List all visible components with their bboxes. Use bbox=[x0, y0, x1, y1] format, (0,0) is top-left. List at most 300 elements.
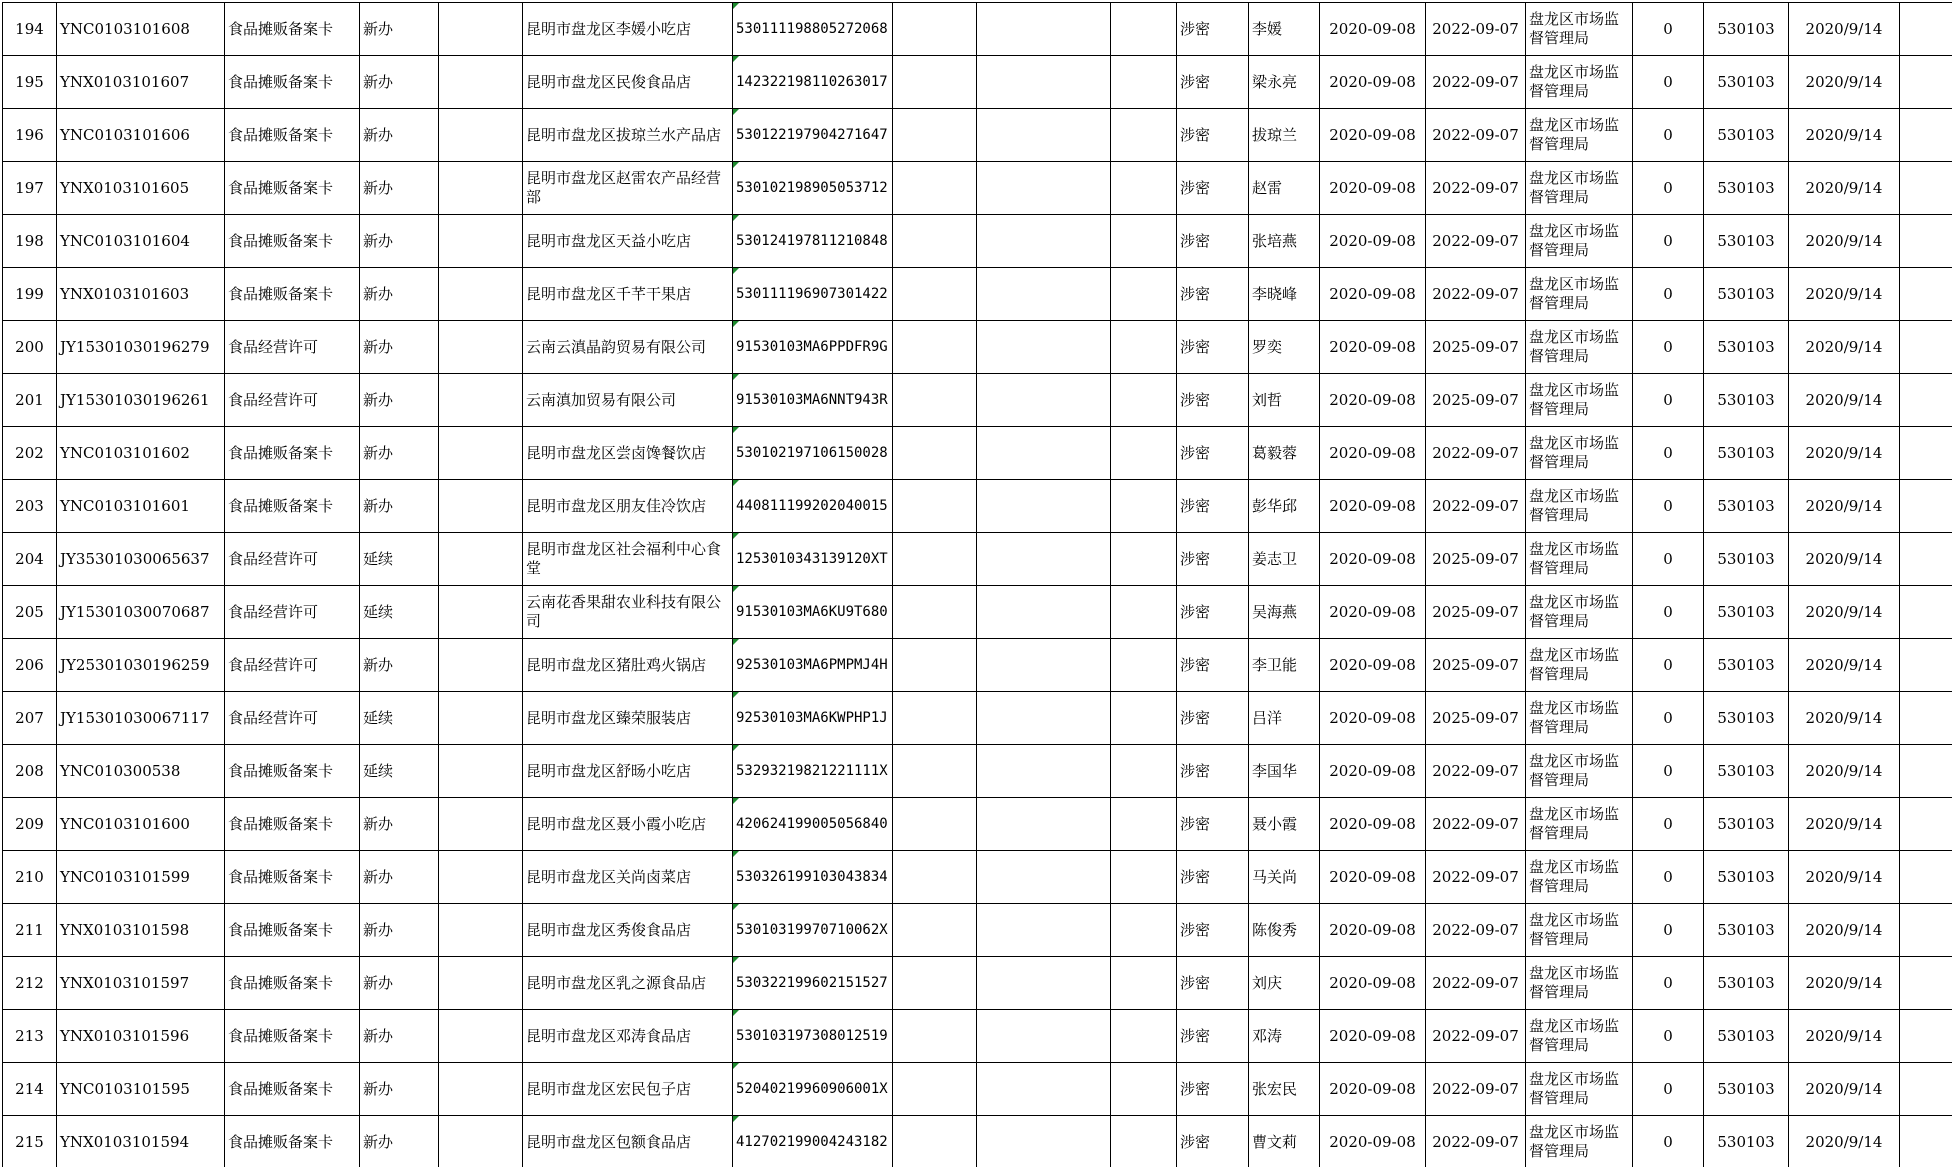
cell-blank[interactable] bbox=[893, 1063, 977, 1116]
cell-legal-person[interactable]: 张宏民 bbox=[1249, 1063, 1320, 1116]
cell-legal-person[interactable]: 吴海燕 bbox=[1249, 586, 1320, 639]
cell-authority[interactable]: 盘龙区市场监督管理局 bbox=[1526, 533, 1633, 586]
cell-area-code[interactable]: 530103 bbox=[1704, 692, 1789, 745]
cell-legal-person[interactable]: 彭华邱 bbox=[1249, 480, 1320, 533]
cell-credit-code[interactable]: 530122197904271647 bbox=[733, 109, 893, 162]
cell-legal-person[interactable]: 拔琼兰 bbox=[1249, 109, 1320, 162]
cell-seq[interactable]: 201 bbox=[3, 374, 57, 427]
cell-blank[interactable] bbox=[1900, 427, 1953, 480]
cell-blank[interactable] bbox=[977, 215, 1111, 268]
cell-expire-date[interactable]: 2022-09-07 bbox=[1426, 162, 1526, 215]
cell-blank[interactable] bbox=[1900, 321, 1953, 374]
cell-legal-person[interactable]: 马关尚 bbox=[1249, 851, 1320, 904]
cell-license-type[interactable]: 食品经营许可 bbox=[225, 321, 360, 374]
cell-blank[interactable] bbox=[439, 1010, 523, 1063]
cell-blank[interactable] bbox=[439, 957, 523, 1010]
cell-area-code[interactable]: 530103 bbox=[1704, 851, 1789, 904]
cell-expire-date[interactable]: 2022-09-07 bbox=[1426, 1010, 1526, 1063]
cell-license-no[interactable]: JY15301030196261 bbox=[57, 374, 225, 427]
cell-blank[interactable] bbox=[1111, 321, 1177, 374]
cell-blank[interactable] bbox=[1111, 109, 1177, 162]
cell-license-no[interactable]: YNX0103101598 bbox=[57, 904, 225, 957]
cell-update-date[interactable]: 2020/9/14 bbox=[1789, 268, 1900, 321]
cell-update-date[interactable]: 2020/9/14 bbox=[1789, 533, 1900, 586]
cell-secret-flag[interactable]: 涉密 bbox=[1177, 639, 1249, 692]
cell-seq[interactable]: 203 bbox=[3, 480, 57, 533]
cell-blank[interactable] bbox=[977, 427, 1111, 480]
cell-seq[interactable]: 205 bbox=[3, 586, 57, 639]
cell-blank[interactable] bbox=[439, 215, 523, 268]
cell-secret-flag[interactable]: 涉密 bbox=[1177, 374, 1249, 427]
cell-update-date[interactable]: 2020/9/14 bbox=[1789, 321, 1900, 374]
cell-secret-flag[interactable]: 涉密 bbox=[1177, 162, 1249, 215]
cell-secret-flag[interactable]: 涉密 bbox=[1177, 798, 1249, 851]
cell-credit-code[interactable]: 91530103MA6PPDFR9G bbox=[733, 321, 893, 374]
cell-area-code[interactable]: 530103 bbox=[1704, 56, 1789, 109]
cell-legal-person[interactable]: 李晓峰 bbox=[1249, 268, 1320, 321]
cell-blank[interactable] bbox=[439, 586, 523, 639]
cell-authority[interactable]: 盘龙区市场监督管理局 bbox=[1526, 745, 1633, 798]
cell-business-name[interactable]: 昆明市盘龙区包额食品店 bbox=[523, 1116, 733, 1168]
cell-action[interactable]: 新办 bbox=[360, 321, 439, 374]
cell-update-date[interactable]: 2020/9/14 bbox=[1789, 427, 1900, 480]
cell-blank[interactable] bbox=[1111, 215, 1177, 268]
cell-blank[interactable] bbox=[439, 321, 523, 374]
cell-blank[interactable] bbox=[977, 798, 1111, 851]
cell-credit-code[interactable]: 53010319970710062X bbox=[733, 904, 893, 957]
cell-legal-person[interactable]: 李媛 bbox=[1249, 3, 1320, 56]
cell-license-no[interactable]: YNC0103101599 bbox=[57, 851, 225, 904]
cell-status[interactable]: 0 bbox=[1633, 268, 1704, 321]
cell-license-no[interactable]: YNC0103101595 bbox=[57, 1063, 225, 1116]
cell-expire-date[interactable]: 2025-09-07 bbox=[1426, 321, 1526, 374]
cell-expire-date[interactable]: 2022-09-07 bbox=[1426, 215, 1526, 268]
cell-expire-date[interactable]: 2022-09-07 bbox=[1426, 268, 1526, 321]
cell-blank[interactable] bbox=[977, 639, 1111, 692]
cell-license-type[interactable]: 食品摊贩备案卡 bbox=[225, 851, 360, 904]
cell-legal-person[interactable]: 刘庆 bbox=[1249, 957, 1320, 1010]
cell-area-code[interactable]: 530103 bbox=[1704, 109, 1789, 162]
cell-expire-date[interactable]: 2022-09-07 bbox=[1426, 427, 1526, 480]
cell-blank[interactable] bbox=[439, 1116, 523, 1168]
cell-status[interactable]: 0 bbox=[1633, 1116, 1704, 1168]
cell-blank[interactable] bbox=[1111, 480, 1177, 533]
cell-action[interactable]: 新办 bbox=[360, 957, 439, 1010]
cell-authority[interactable]: 盘龙区市场监督管理局 bbox=[1526, 1116, 1633, 1168]
cell-legal-person[interactable]: 李卫能 bbox=[1249, 639, 1320, 692]
cell-blank[interactable] bbox=[893, 374, 977, 427]
cell-business-name[interactable]: 昆明市盘龙区尝卤馋餐饮店 bbox=[523, 427, 733, 480]
cell-credit-code[interactable]: 440811199202040015 bbox=[733, 480, 893, 533]
cell-seq[interactable]: 215 bbox=[3, 1116, 57, 1168]
cell-blank[interactable] bbox=[1900, 533, 1953, 586]
cell-license-type[interactable]: 食品摊贩备案卡 bbox=[225, 480, 360, 533]
cell-business-name[interactable]: 昆明市盘龙区拔琼兰水产品店 bbox=[523, 109, 733, 162]
cell-action[interactable]: 新办 bbox=[360, 374, 439, 427]
cell-authority[interactable]: 盘龙区市场监督管理局 bbox=[1526, 162, 1633, 215]
cell-blank[interactable] bbox=[1900, 1010, 1953, 1063]
cell-business-name[interactable]: 昆明市盘龙区舒旸小吃店 bbox=[523, 745, 733, 798]
cell-blank[interactable] bbox=[1900, 692, 1953, 745]
cell-blank[interactable] bbox=[439, 1063, 523, 1116]
cell-license-no[interactable]: JY25301030196259 bbox=[57, 639, 225, 692]
cell-blank[interactable] bbox=[977, 268, 1111, 321]
cell-blank[interactable] bbox=[893, 639, 977, 692]
cell-blank[interactable] bbox=[1900, 56, 1953, 109]
cell-blank[interactable] bbox=[1111, 3, 1177, 56]
cell-expire-date[interactable]: 2022-09-07 bbox=[1426, 56, 1526, 109]
cell-action[interactable]: 新办 bbox=[360, 3, 439, 56]
cell-blank[interactable] bbox=[439, 745, 523, 798]
cell-legal-person[interactable]: 刘哲 bbox=[1249, 374, 1320, 427]
cell-authority[interactable]: 盘龙区市场监督管理局 bbox=[1526, 798, 1633, 851]
cell-update-date[interactable]: 2020/9/14 bbox=[1789, 745, 1900, 798]
cell-authority[interactable]: 盘龙区市场监督管理局 bbox=[1526, 1010, 1633, 1063]
cell-blank[interactable] bbox=[439, 851, 523, 904]
cell-action[interactable]: 新办 bbox=[360, 480, 439, 533]
cell-blank[interactable] bbox=[439, 533, 523, 586]
cell-blank[interactable] bbox=[893, 427, 977, 480]
cell-legal-person[interactable]: 李国华 bbox=[1249, 745, 1320, 798]
cell-legal-person[interactable]: 邓涛 bbox=[1249, 1010, 1320, 1063]
cell-seq[interactable]: 212 bbox=[3, 957, 57, 1010]
cell-blank[interactable] bbox=[1111, 851, 1177, 904]
cell-blank[interactable] bbox=[977, 1116, 1111, 1168]
cell-area-code[interactable]: 530103 bbox=[1704, 586, 1789, 639]
cell-blank[interactable] bbox=[439, 904, 523, 957]
cell-area-code[interactable]: 530103 bbox=[1704, 162, 1789, 215]
cell-blank[interactable] bbox=[1111, 957, 1177, 1010]
cell-license-no[interactable]: YNC0103101604 bbox=[57, 215, 225, 268]
cell-blank[interactable] bbox=[1111, 586, 1177, 639]
cell-area-code[interactable]: 530103 bbox=[1704, 957, 1789, 1010]
cell-area-code[interactable]: 530103 bbox=[1704, 533, 1789, 586]
cell-credit-code[interactable]: 530124197811210848 bbox=[733, 215, 893, 268]
cell-blank[interactable] bbox=[977, 745, 1111, 798]
cell-license-type[interactable]: 食品摊贩备案卡 bbox=[225, 215, 360, 268]
cell-credit-code[interactable]: 92530103MA6PMPMJ4H bbox=[733, 639, 893, 692]
cell-expire-date[interactable]: 2022-09-07 bbox=[1426, 957, 1526, 1010]
cell-seq[interactable]: 200 bbox=[3, 321, 57, 374]
cell-expire-date[interactable]: 2025-09-07 bbox=[1426, 586, 1526, 639]
cell-blank[interactable] bbox=[1111, 904, 1177, 957]
cell-action[interactable]: 新办 bbox=[360, 904, 439, 957]
cell-license-type[interactable]: 食品摊贩备案卡 bbox=[225, 1010, 360, 1063]
cell-business-name[interactable]: 云南花香果甜农业科技有限公司 bbox=[523, 586, 733, 639]
cell-business-name[interactable]: 昆明市盘龙区李媛小吃店 bbox=[523, 3, 733, 56]
cell-license-no[interactable]: YNC0103101601 bbox=[57, 480, 225, 533]
cell-authority[interactable]: 盘龙区市场监督管理局 bbox=[1526, 692, 1633, 745]
cell-status[interactable]: 0 bbox=[1633, 374, 1704, 427]
cell-status[interactable]: 0 bbox=[1633, 56, 1704, 109]
cell-area-code[interactable]: 530103 bbox=[1704, 268, 1789, 321]
cell-expire-date[interactable]: 2025-09-07 bbox=[1426, 533, 1526, 586]
cell-blank[interactable] bbox=[439, 56, 523, 109]
cell-expire-date[interactable]: 2025-09-07 bbox=[1426, 639, 1526, 692]
cell-license-type[interactable]: 食品经营许可 bbox=[225, 586, 360, 639]
cell-issue-date[interactable]: 2020-09-08 bbox=[1320, 639, 1426, 692]
cell-blank[interactable] bbox=[893, 109, 977, 162]
cell-seq[interactable]: 204 bbox=[3, 533, 57, 586]
cell-expire-date[interactable]: 2022-09-07 bbox=[1426, 3, 1526, 56]
cell-blank[interactable] bbox=[1900, 904, 1953, 957]
cell-business-name[interactable]: 云南云滇晶韵贸易有限公司 bbox=[523, 321, 733, 374]
cell-update-date[interactable]: 2020/9/14 bbox=[1789, 480, 1900, 533]
cell-issue-date[interactable]: 2020-09-08 bbox=[1320, 1063, 1426, 1116]
cell-blank[interactable] bbox=[1111, 745, 1177, 798]
cell-expire-date[interactable]: 2022-09-07 bbox=[1426, 109, 1526, 162]
cell-status[interactable]: 0 bbox=[1633, 692, 1704, 745]
cell-license-no[interactable]: YNX0103101605 bbox=[57, 162, 225, 215]
cell-legal-person[interactable]: 赵雷 bbox=[1249, 162, 1320, 215]
cell-status[interactable]: 0 bbox=[1633, 162, 1704, 215]
cell-blank[interactable] bbox=[977, 3, 1111, 56]
cell-seq[interactable]: 208 bbox=[3, 745, 57, 798]
cell-action[interactable]: 新办 bbox=[360, 56, 439, 109]
cell-secret-flag[interactable]: 涉密 bbox=[1177, 851, 1249, 904]
cell-seq[interactable]: 206 bbox=[3, 639, 57, 692]
cell-legal-person[interactable]: 姜志卫 bbox=[1249, 533, 1320, 586]
cell-update-date[interactable]: 2020/9/14 bbox=[1789, 1063, 1900, 1116]
cell-license-no[interactable]: YNC0103101600 bbox=[57, 798, 225, 851]
cell-status[interactable]: 0 bbox=[1633, 798, 1704, 851]
cell-license-type[interactable]: 食品摊贩备案卡 bbox=[225, 109, 360, 162]
cell-blank[interactable] bbox=[893, 1116, 977, 1168]
cell-expire-date[interactable]: 2022-09-07 bbox=[1426, 1116, 1526, 1168]
cell-action[interactable]: 新办 bbox=[360, 798, 439, 851]
cell-credit-code[interactable]: 530326199103043834 bbox=[733, 851, 893, 904]
cell-secret-flag[interactable]: 涉密 bbox=[1177, 692, 1249, 745]
cell-license-no[interactable]: YNC0103101606 bbox=[57, 109, 225, 162]
cell-business-name[interactable]: 昆明市盘龙区千芊干果店 bbox=[523, 268, 733, 321]
cell-blank[interactable] bbox=[1900, 162, 1953, 215]
cell-blank[interactable] bbox=[1900, 586, 1953, 639]
cell-blank[interactable] bbox=[893, 1010, 977, 1063]
cell-expire-date[interactable]: 2022-09-07 bbox=[1426, 745, 1526, 798]
cell-business-name[interactable]: 昆明市盘龙区关尚卤菜店 bbox=[523, 851, 733, 904]
cell-issue-date[interactable]: 2020-09-08 bbox=[1320, 321, 1426, 374]
cell-seq[interactable]: 198 bbox=[3, 215, 57, 268]
cell-status[interactable]: 0 bbox=[1633, 904, 1704, 957]
cell-action[interactable]: 新办 bbox=[360, 427, 439, 480]
cell-update-date[interactable]: 2020/9/14 bbox=[1789, 798, 1900, 851]
cell-status[interactable]: 0 bbox=[1633, 480, 1704, 533]
cell-license-type[interactable]: 食品经营许可 bbox=[225, 639, 360, 692]
cell-business-name[interactable]: 昆明市盘龙区社会福利中心食堂 bbox=[523, 533, 733, 586]
cell-blank[interactable] bbox=[893, 321, 977, 374]
cell-status[interactable]: 0 bbox=[1633, 1010, 1704, 1063]
cell-seq[interactable]: 194 bbox=[3, 3, 57, 56]
cell-action[interactable]: 新办 bbox=[360, 851, 439, 904]
cell-blank[interactable] bbox=[1900, 1063, 1953, 1116]
cell-license-type[interactable]: 食品摊贩备案卡 bbox=[225, 957, 360, 1010]
cell-blank[interactable] bbox=[439, 798, 523, 851]
cell-status[interactable]: 0 bbox=[1633, 533, 1704, 586]
cell-seq[interactable]: 211 bbox=[3, 904, 57, 957]
cell-blank[interactable] bbox=[1111, 162, 1177, 215]
cell-blank[interactable] bbox=[893, 957, 977, 1010]
cell-blank[interactable] bbox=[1900, 109, 1953, 162]
cell-authority[interactable]: 盘龙区市场监督管理局 bbox=[1526, 268, 1633, 321]
cell-blank[interactable] bbox=[977, 56, 1111, 109]
cell-status[interactable]: 0 bbox=[1633, 427, 1704, 480]
cell-secret-flag[interactable]: 涉密 bbox=[1177, 321, 1249, 374]
cell-blank[interactable] bbox=[439, 480, 523, 533]
cell-update-date[interactable]: 2020/9/14 bbox=[1789, 851, 1900, 904]
cell-expire-date[interactable]: 2022-09-07 bbox=[1426, 798, 1526, 851]
cell-blank[interactable] bbox=[893, 162, 977, 215]
cell-area-code[interactable]: 530103 bbox=[1704, 374, 1789, 427]
cell-issue-date[interactable]: 2020-09-08 bbox=[1320, 745, 1426, 798]
cell-license-type[interactable]: 食品摊贩备案卡 bbox=[225, 162, 360, 215]
cell-blank[interactable] bbox=[977, 586, 1111, 639]
cell-issue-date[interactable]: 2020-09-08 bbox=[1320, 1116, 1426, 1168]
cell-blank[interactable] bbox=[1900, 268, 1953, 321]
cell-blank[interactable] bbox=[439, 427, 523, 480]
cell-legal-person[interactable]: 聂小霞 bbox=[1249, 798, 1320, 851]
cell-expire-date[interactable]: 2022-09-07 bbox=[1426, 851, 1526, 904]
cell-blank[interactable] bbox=[977, 533, 1111, 586]
cell-legal-person[interactable]: 张培燕 bbox=[1249, 215, 1320, 268]
cell-license-type[interactable]: 食品摊贩备案卡 bbox=[225, 1063, 360, 1116]
cell-license-type[interactable]: 食品摊贩备案卡 bbox=[225, 3, 360, 56]
cell-blank[interactable] bbox=[977, 1010, 1111, 1063]
cell-update-date[interactable]: 2020/9/14 bbox=[1789, 904, 1900, 957]
cell-blank[interactable] bbox=[893, 904, 977, 957]
cell-license-type[interactable]: 食品摊贩备案卡 bbox=[225, 745, 360, 798]
cell-blank[interactable] bbox=[1900, 639, 1953, 692]
cell-business-name[interactable]: 昆明市盘龙区秀俊食品店 bbox=[523, 904, 733, 957]
cell-license-no[interactable]: JY35301030065637 bbox=[57, 533, 225, 586]
cell-area-code[interactable]: 530103 bbox=[1704, 904, 1789, 957]
cell-credit-code[interactable]: 142322198110263017 bbox=[733, 56, 893, 109]
cell-action[interactable]: 新办 bbox=[360, 215, 439, 268]
cell-business-name[interactable]: 昆明市盘龙区天益小吃店 bbox=[523, 215, 733, 268]
cell-area-code[interactable]: 530103 bbox=[1704, 639, 1789, 692]
cell-area-code[interactable]: 530103 bbox=[1704, 321, 1789, 374]
cell-authority[interactable]: 盘龙区市场监督管理局 bbox=[1526, 374, 1633, 427]
cell-action[interactable]: 新办 bbox=[360, 109, 439, 162]
cell-blank[interactable] bbox=[1900, 745, 1953, 798]
cell-blank[interactable] bbox=[893, 586, 977, 639]
cell-blank[interactable] bbox=[1900, 374, 1953, 427]
cell-business-name[interactable]: 云南滇加贸易有限公司 bbox=[523, 374, 733, 427]
cell-secret-flag[interactable]: 涉密 bbox=[1177, 3, 1249, 56]
cell-license-no[interactable]: JY15301030067117 bbox=[57, 692, 225, 745]
cell-credit-code[interactable]: 92530103MA6KWPHP1J bbox=[733, 692, 893, 745]
cell-blank[interactable] bbox=[977, 162, 1111, 215]
cell-business-name[interactable]: 昆明市盘龙区猪肚鸡火锅店 bbox=[523, 639, 733, 692]
cell-action[interactable]: 延续 bbox=[360, 745, 439, 798]
cell-status[interactable]: 0 bbox=[1633, 3, 1704, 56]
cell-blank[interactable] bbox=[439, 109, 523, 162]
cell-blank[interactable] bbox=[893, 3, 977, 56]
cell-blank[interactable] bbox=[1900, 3, 1953, 56]
cell-business-name[interactable]: 昆明市盘龙区聂小霞小吃店 bbox=[523, 798, 733, 851]
cell-update-date[interactable]: 2020/9/14 bbox=[1789, 374, 1900, 427]
cell-status[interactable]: 0 bbox=[1633, 1063, 1704, 1116]
cell-license-type[interactable]: 食品经营许可 bbox=[225, 533, 360, 586]
cell-business-name[interactable]: 昆明市盘龙区邓涛食品店 bbox=[523, 1010, 733, 1063]
cell-seq[interactable]: 214 bbox=[3, 1063, 57, 1116]
cell-license-type[interactable]: 食品摊贩备案卡 bbox=[225, 904, 360, 957]
cell-update-date[interactable]: 2020/9/14 bbox=[1789, 957, 1900, 1010]
cell-credit-code[interactable]: 53293219821221111X bbox=[733, 745, 893, 798]
cell-issue-date[interactable]: 2020-09-08 bbox=[1320, 109, 1426, 162]
cell-license-type[interactable]: 食品摊贩备案卡 bbox=[225, 427, 360, 480]
cell-update-date[interactable]: 2020/9/14 bbox=[1789, 692, 1900, 745]
cell-area-code[interactable]: 530103 bbox=[1704, 1063, 1789, 1116]
cell-legal-person[interactable]: 葛毅蓉 bbox=[1249, 427, 1320, 480]
cell-credit-code[interactable]: 530103197308012519 bbox=[733, 1010, 893, 1063]
cell-issue-date[interactable]: 2020-09-08 bbox=[1320, 692, 1426, 745]
cell-secret-flag[interactable]: 涉密 bbox=[1177, 109, 1249, 162]
cell-credit-code[interactable]: 420624199005056840 bbox=[733, 798, 893, 851]
cell-authority[interactable]: 盘龙区市场监督管理局 bbox=[1526, 957, 1633, 1010]
cell-secret-flag[interactable]: 涉密 bbox=[1177, 427, 1249, 480]
cell-issue-date[interactable]: 2020-09-08 bbox=[1320, 533, 1426, 586]
cell-blank[interactable] bbox=[1111, 268, 1177, 321]
cell-credit-code[interactable]: 530111198805272068 bbox=[733, 3, 893, 56]
cell-license-type[interactable]: 食品经营许可 bbox=[225, 374, 360, 427]
cell-license-type[interactable]: 食品摊贩备案卡 bbox=[225, 268, 360, 321]
cell-secret-flag[interactable]: 涉密 bbox=[1177, 215, 1249, 268]
cell-blank[interactable] bbox=[977, 957, 1111, 1010]
cell-action[interactable]: 新办 bbox=[360, 1010, 439, 1063]
cell-seq[interactable]: 202 bbox=[3, 427, 57, 480]
cell-blank[interactable] bbox=[1900, 957, 1953, 1010]
cell-blank[interactable] bbox=[1111, 798, 1177, 851]
cell-credit-code[interactable]: 530102197106150028 bbox=[733, 427, 893, 480]
cell-action[interactable]: 新办 bbox=[360, 268, 439, 321]
cell-blank[interactable] bbox=[977, 904, 1111, 957]
cell-seq[interactable]: 197 bbox=[3, 162, 57, 215]
cell-blank[interactable] bbox=[439, 3, 523, 56]
cell-blank[interactable] bbox=[893, 745, 977, 798]
cell-license-no[interactable]: YNC010300538 bbox=[57, 745, 225, 798]
cell-secret-flag[interactable]: 涉密 bbox=[1177, 904, 1249, 957]
cell-issue-date[interactable]: 2020-09-08 bbox=[1320, 586, 1426, 639]
cell-blank[interactable] bbox=[1111, 56, 1177, 109]
cell-seq[interactable]: 196 bbox=[3, 109, 57, 162]
cell-authority[interactable]: 盘龙区市场监督管理局 bbox=[1526, 904, 1633, 957]
cell-license-no[interactable]: JY15301030196279 bbox=[57, 321, 225, 374]
cell-blank[interactable] bbox=[1900, 215, 1953, 268]
cell-area-code[interactable]: 530103 bbox=[1704, 1116, 1789, 1168]
cell-action[interactable]: 新办 bbox=[360, 162, 439, 215]
cell-status[interactable]: 0 bbox=[1633, 586, 1704, 639]
cell-blank[interactable] bbox=[1900, 1116, 1953, 1168]
cell-issue-date[interactable]: 2020-09-08 bbox=[1320, 851, 1426, 904]
cell-license-type[interactable]: 食品经营许可 bbox=[225, 692, 360, 745]
cell-license-type[interactable]: 食品摊贩备案卡 bbox=[225, 798, 360, 851]
cell-credit-code[interactable]: 91530103MA6NNT943R bbox=[733, 374, 893, 427]
cell-blank[interactable] bbox=[1111, 533, 1177, 586]
cell-issue-date[interactable]: 2020-09-08 bbox=[1320, 162, 1426, 215]
cell-issue-date[interactable]: 2020-09-08 bbox=[1320, 957, 1426, 1010]
cell-blank[interactable] bbox=[439, 162, 523, 215]
cell-blank[interactable] bbox=[439, 692, 523, 745]
cell-blank[interactable] bbox=[977, 1063, 1111, 1116]
cell-legal-person[interactable]: 罗奕 bbox=[1249, 321, 1320, 374]
cell-license-no[interactable]: YNC0103101608 bbox=[57, 3, 225, 56]
cell-legal-person[interactable]: 吕洋 bbox=[1249, 692, 1320, 745]
cell-credit-code[interactable]: 91530103MA6KU9T680 bbox=[733, 586, 893, 639]
cell-blank[interactable] bbox=[977, 321, 1111, 374]
cell-license-type[interactable]: 食品摊贩备案卡 bbox=[225, 56, 360, 109]
cell-expire-date[interactable]: 2025-09-07 bbox=[1426, 692, 1526, 745]
cell-secret-flag[interactable]: 涉密 bbox=[1177, 533, 1249, 586]
